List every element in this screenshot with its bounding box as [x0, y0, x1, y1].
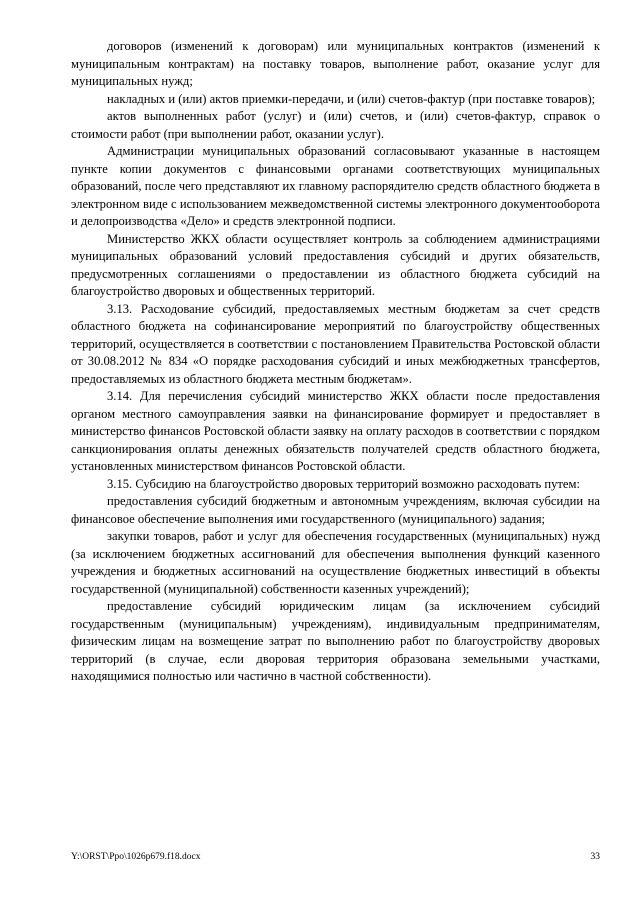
paragraph: предоставления субсидий бюджетным и автономным учреждениям, включая субсидии на финансовое обеспечение выполнения ими государственного (муниципального) задания;	[71, 494, 600, 526]
paragraph: 3.15. Субсидию на благоустройство дворовых территорий возможно расходовать путем:	[107, 476, 580, 491]
paragraph: 3.14. Для перечисления субсидий министерство ЖКХ области после предоставления органом местного самоуправления заявки на финансирование формирует и предоставляет в министерство финансов Ростовской области заявку на оплату расходов в соответствии с порядком санкционирования оплаты денежных обязательств получателей средств областного бюджета, установленных министерством финансов Ростовской области.	[71, 389, 600, 473]
page-number: 33	[590, 852, 600, 862]
paragraph: актов выполненных работ (услуг) и (или) счетов, и (или) счетов-фактур, справок о стоимости работ (при выполнении работ, оказании услуг).	[71, 109, 600, 141]
paragraph: закупки товаров, работ и услуг для обеспечения государственных (муниципальных) нужд (за исключением бюджетных ассигнований для обеспечения выполнения функций казенного учреждения и бюджетных ассигнований на осуществление бюджетных инвестиций в объекты государственной (муниципальной) собственности казенных учреждений);	[71, 529, 600, 596]
paragraph: 3.13. Расходование субсидий, предоставляемых местным бюджетам за счет средств областного бюджета на софинансирование мероприятий по благоустройству общественных территорий, осуществляется в соответствии с постановлением Правительства Ростовской области от 30.08.2012 № 834 «О порядке расходования субсидий и иных межбюджетных трансфертов, предоставляемых из областного бюджета местным бюджетам».	[71, 301, 600, 386]
paragraph: накладных и (или) актов приемки-передачи, и (или) счетов-фактур (при поставке товаров);	[107, 91, 596, 106]
footer-file-path: Y:\ORST\Ppo\1026p679.f18.docx	[71, 852, 201, 862]
paragraph: Министерство ЖКХ области осуществляет контроль за соблюдением администрациями муниципальных образований условий предоставления субсидий и других обязательств, предусмотренных соглашениями о предоставлении из областного бюджета субсидий на благоустройство дворовых и общественных территорий.	[71, 231, 600, 298]
paragraph: Администрации муниципальных образований согласовывают указанные в настоящем пункте копии документов с финансовыми органами соответствующих муниципальных образований, после чего представляют их главному распорядителю средств областного бюджета в электронном виде с использованием межведомственной системы электронного документооборота и делопроизводства «Дело» и средств электронной подписи.	[71, 144, 600, 228]
paragraph: договоров (изменений к договорам) или муниципальных контрактов (изменений к муниципальным контрактам) на поставку товаров, выполнение работ, оказание услуг для муниципальных нужд;	[71, 39, 600, 88]
document-body	[71, 38, 600, 686]
paragraph: предоставление субсидий юридическим лицам (за исключением субсидий государственным (муниципальным) учреждениям), индивидуальным предпринимателям, физическим лицам на возмещение затрат по выполнению работ по благоустройству дворовых территорий (в случае, если дворовая территория образована земельными участками, находящимися полностью или частично в частной собственности).	[71, 599, 600, 683]
